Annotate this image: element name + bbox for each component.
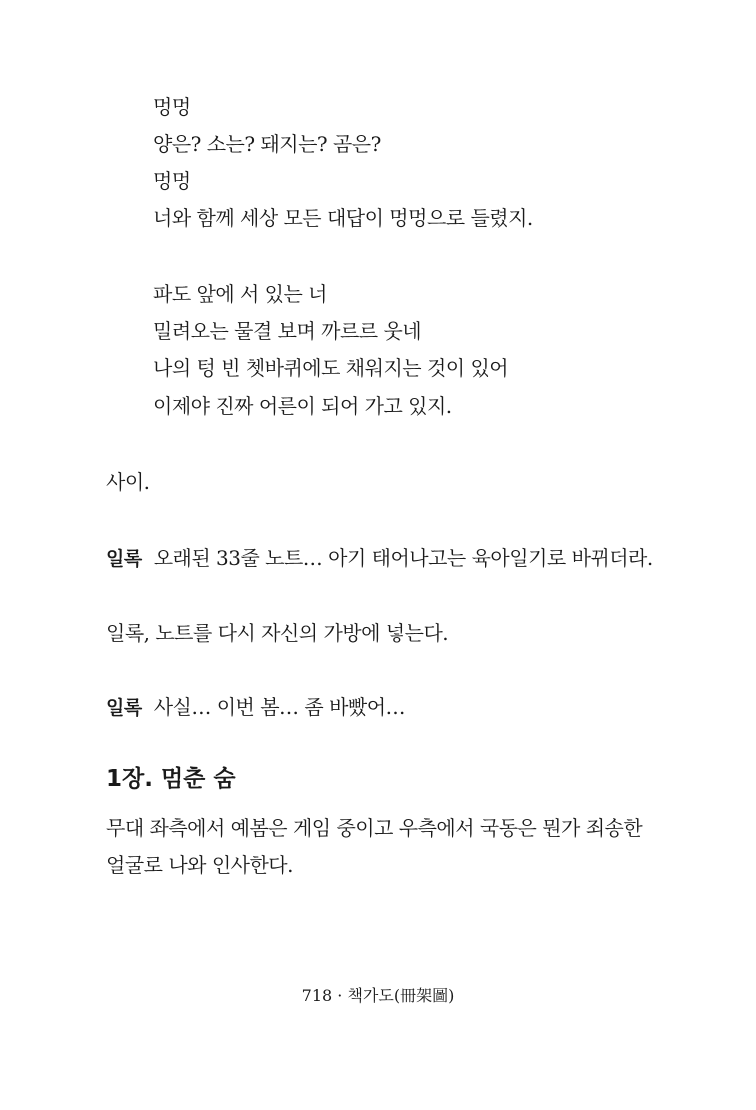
section-heading: 1장. 멈춘 숨 [106,766,236,792]
scene-text-line-1: 무대 좌측에서 예봄은 게임 중이고 우측에서 국동은 뭔가 죄송한 [106,816,643,840]
speaker-name: 일록 [106,548,142,570]
dialogue-line-2 [106,694,405,721]
verse-line-8: 이제야 진짜 어른이 되어 가고 있지. [153,394,452,418]
stage-direction-notebook: 일록, 노트를 다시 자신의 가방에 넣는다. [106,621,449,645]
scene-text-line-2: 얼굴로 나와 인사한다. [106,853,293,877]
verse-line-5: 파도 앞에 서 있는 너 [153,282,327,306]
dialogue-text: 오래된 33줄 노트… 아기 태어나고는 육아일기로 바뀌더라. [153,546,653,570]
verse-line-6: 밀려오는 물결 보며 까르르 웃네 [153,319,422,343]
verse-line-2: 양은? 소는? 돼지는? 곰은? [153,132,381,156]
verse-line-3: 멍멍 [153,169,191,193]
verse-line-7: 나의 텅 빈 쳇바퀴에도 채워지는 것이 있어 [153,356,509,380]
verse-line-1: 멍멍 [153,95,191,119]
verse-line-4: 너와 함께 세상 모든 대답이 멍멍으로 들렸지. [153,206,533,230]
stage-direction-pause: 사이. [106,470,150,494]
page-footer: 718 · 책가도(冊架圖) [301,986,455,1005]
dialogue-text: 사실… 이번 봄… 좀 바빴어… [153,695,406,719]
dialogue-line-1 [106,545,653,572]
speaker-name: 일록 [106,697,142,719]
